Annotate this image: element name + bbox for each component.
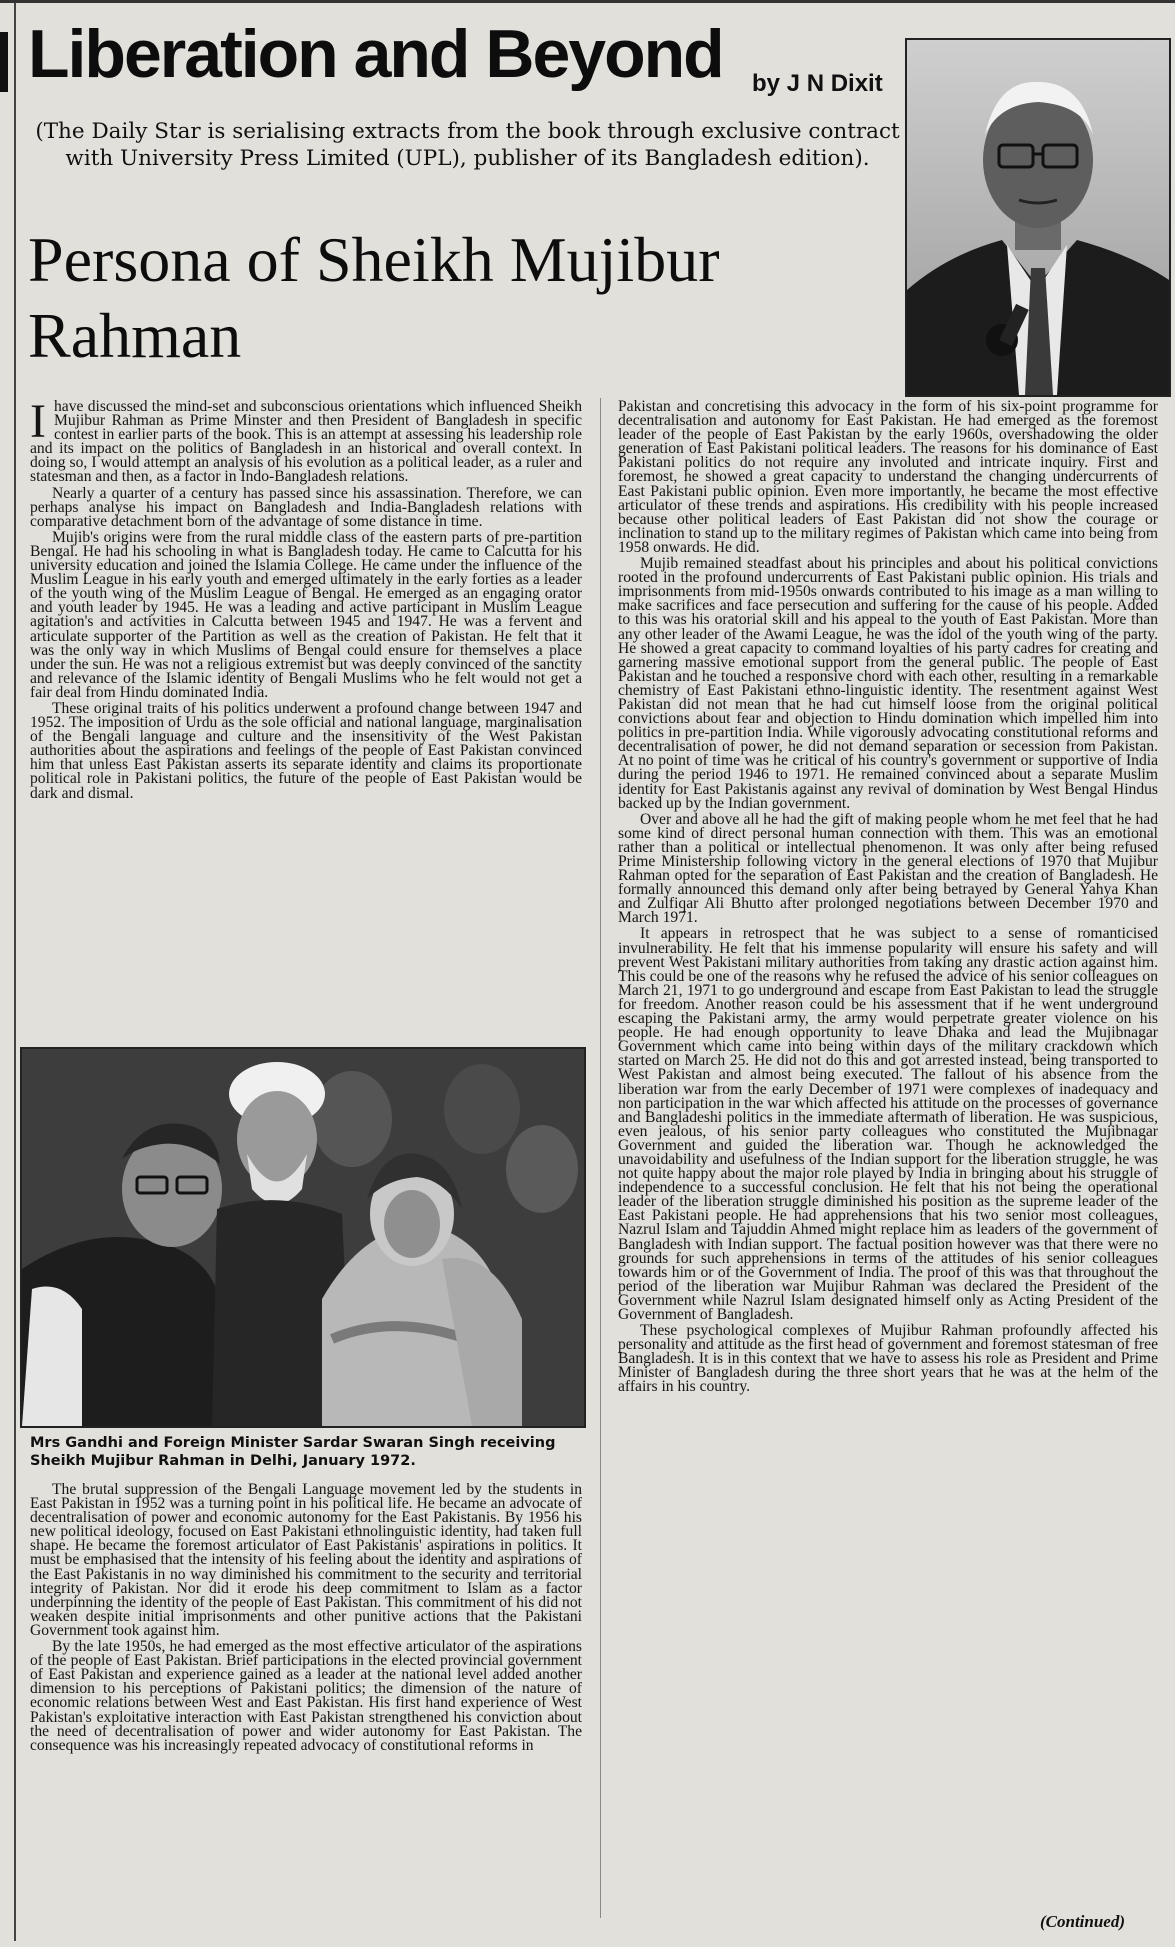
edge-mark: [0, 32, 8, 92]
paragraph-9: Over and above all he had the gift of making people whom he met feel that he had some kind of direct personal human connection with them. This was an emotional rather than a political or intellectual phenomenon. It was only after being refused Prime Ministership following victory in the general elections of 1970 that Mujibur Rahman opted for the separation of East Pakistan and the creation of Bangladesh. He formally announced this demand only after being betrayed by General Yahya Khan and Zulfiqar Ali Bhutto after prolonged negotiations between December 1970 and March 1971.: [618, 810, 1158, 927]
photo-image: [22, 1049, 584, 1426]
paragraph-6: By the late 1950s, he had emerged as the most effective articulator of the aspirations of the people of East Pakistan. Brief participations in the elected provincial government of East Pakistan and experience gained as a leader at the national level added another dimension to his perceptions of Pakistani politics; the dimension of the nature of economic relations between West and East Pakistan. His first hand experience of West Pakistan's exploitative interaction with East Pakistan strengthened his conviction about the need of decentralisation of power and wider autonomy for East Pakistan. The consequence was his increasingly repeated advocacy of constitutional reforms in: [30, 1638, 582, 1754]
paragraph-4: These original traits of his politics underwent a profound change between 1947 and 1952. The imposition of Urdu as the sole official and national language, marginalisation of the Bengali language and culture and the insensitivity of the West Pakistan authorities about the aspirations and feelings of the people of East Pakistan convinced him that unless East Pakistan asserts its separate identity and claims its proportionate political role in Pakistani politics, the future of the people of East Pakistan would be dark and dismal.: [30, 699, 582, 802]
column-divider: [600, 398, 601, 1918]
paragraph-1: [30, 400, 582, 485]
byline: by J N Dixit: [752, 70, 883, 97]
article-column-3: [618, 400, 1158, 1920]
paragraph-8: Mujib remained steadfast about his principles and about his political convictions rooted in the profound undercurrents of East Pakistani public opinion. His trials and imprisonments from mid-1950s onwards contributed to his image as a man willing to make sacrifices and face persecution and suffering for the cause of his people. Added to this was his oratorial skill and his appeal to the youth of East Pakistan. More than any other leader of the Awami League, he was the idol of the youth wing of the party. He showed a great capacity to command loyalties of his party cadres for creating and garnering massive emotional support from the general public. The people of East Pakistan and he touched a responsive chord with each other, resulting in a remarkable chemistry of East Pakistani ethno-linguistic identity. The resentment against West Pakistan did not mean that he had cut himself loose from the original political convictions about fear and objection to Hindu domination which impelled him into politics in pre-partition India. While vigorously advocating constitutional reforms and decentralisation of power, he did not demand separation or secession from Pakistan. At no point of time was he critical of his country's government or supportive of India during the period 1946 to 1971. He remained convinced about a separate Muslim identity for East Pakistanis against any revival of domination by West Bengal Hindus backed up by the Indian government.: [618, 555, 1158, 812]
paragraph-7: Pakistan and concretising this advocacy in the form of his six-point programme for decentralisation and autonomy for East Pakistan. He had emerged as the foremost leader of the people of East Pakistan by the early 1960s, overshadowing the older generation of East Pakistani political leaders. The reasons for his dominance of East Pakistani politics do not require any involuted and intricate inquiry. First and foremost, he showed a great capacity to understand the changing undercurrents of East Pakistani public opinion. Even more importantly, he became the most effective articulator of these trends and aspirations. His credibility with his people increased because other political leaders of East Pakistan did not show the courage or inclination to stand up to the military regimes of Pakistan which came into being from 1958 onwards. He did.: [618, 400, 1158, 556]
continued-label: (Continued): [1040, 1912, 1126, 1931]
author-portrait: [905, 38, 1171, 397]
paragraph-10: It appears in retrospect that he was subject to a sense of romanticised invulnerability. He felt that his immense popularity will ensure his safety and will prevent West Pakistani military authorities from taking any drastic action against him. This could be one of the reasons why he refused the advice of his senior colleagues on March 21, 1971 to go underground and escape from East Pakistan to lead the struggle for freedom. Another reason could be his assessment that if he went underground escaping the Pakistani army, the army would perpetrate greater violence on his people. He had enough opportunity to leave Dhaka and lead the Mujibnagar Government which came into being within days of the military crackdown which started on March 25. He did not do this and got arrested instead, being transported to West Pakistan and almost being executed. The fallout of his absence from the liberation war from the early December of 1971 were complexes of inadequacy and non participation in the war which affected his attitude on the processes of governance and Bangladeshi politics in the immediate aftermath of liberation. He was suspicious, even jealous, of his senior party colleagues who constituted the Mujibnagar Government and guided the liberation war. Though he acknowledged the unavoidability and usefulness of the Indian support for the liberation struggle, he was not quite happy about the major role played by India in bringing about his struggle of independence to a successful conclusion. He felt that his not being the operational leader of the liberation struggle diminished his position as the supreme leader of the East Pakistani people. He had apprehensions that his two senior most colleagues, Nazrul Islam and Tajuddin Ahmed might replace him as leaders of the government of Bangladesh with Indian support. The factual position however was that there were no grounds for such apprehensions in terms of the attitudes of his senior colleagues towards him or of the Government of India. The proof of this was that throughout the period of the liberation war Mujibur Rahman was declared the President of the Government while Nazrul Islam designated himself only as Acting President of the Government of Bangladesh.: [618, 925, 1158, 1323]
serial-note: (The Daily Star is serialising extracts from the book through exclusive contract with University Press Limited (UPL), publisher of its Bangladesh edition).: [35, 119, 900, 171]
paragraph-5: The brutal suppression of the Bengali Language movement led by the students in East Pakistan in 1952 was a turning point in his political life. He became an advocate of decentralisation of power and economic autonomy for the East Pakistanis. By 1956 his new political ideology, focused on East Pakistani ethnolinguistic identity, had taken full shape. He became the foremost articulator of East Pakistanis' aspirations in politics. It must be emphasised that the intensity of his feeling about the identity and aspirations of the East Pakistanis in no way diminished his commitment to the security and territorial integrity of Pakistan. Nor did it erode his deep commitment to Islam as a factor underpinning the identity of the people of East Pakistan. This commitment of his did not weaken despite initial imprisonments and other punitive actions that the Pakistani Government took against him.: [30, 1483, 582, 1639]
paragraph-11: These psychological complexes of Mujibur Rahman profoundly affected his personality and attitude as the first head of government and foremost statesman of free Bangladesh. It is in this context that we have to assess his role as President and Prime Minister of Bangladesh during the three short years that he was at the helm of the affairs in his country.: [618, 1322, 1158, 1396]
photo-caption: Mrs Gandhi and Foreign Minister Sardar Swaran Singh receiving Sheikh Mujibur Rahman in Delhi, January 1972.: [30, 1435, 556, 1469]
paragraph-2: Nearly a quarter of a century has passed since his assassination. Therefore, we can perhaps analyse his impact on Bangladesh and India-Bangladesh relations with comparative detachment born of the advantage of some distance in time.: [30, 484, 582, 530]
paragraph-3: Mujib's origins were from the rural middle class of the eastern parts of pre-partition Bengal. He had his schooling in what is Bangladesh today. He came to Calcutta for his university education and joined the Islamia College. He came under the influence of the Muslim League in his early youth and emerged ultimately in the early forties as a leader of the youth wing of the Muslim League of Bengal. He emerged as an engaging orator and youth leader by 1945. He was a leading and active participant in Muslim League agitation's and activities in Calcutta between 1945 and 1947. He was a fervent and articulate supporter of the Partition as well as the creation of Pakistan. He felt that it was the only way in which Muslims of Bengal could ensure for themselves a place under the sun. He was not a religious extremist but was deeply convinced of the sanctity and relevance of the Islamic identity of Bengali Muslims who he felt would not get a fair deal from Hindu dominated India.: [30, 528, 582, 701]
portrait-image: [907, 40, 1169, 395]
article-headline: Persona of Sheikh Mujibur Rahman: [28, 224, 720, 371]
paragraph-1-text: have discussed the mind-set and subconscious orientations which influenced Sheikh Mujibur Rahman as Prime Minster and then President of Bangladesh in specific contest in earlier parts of the book. This is an attempt at assessing his leadership role and its impact on the politics of Bangladesh in an historical and overall context. In doing so, I would attempt an analysis of his evolution as a political leader, as a ruler and statesman and then, as a factor in Indo-Bangladesh relations.: [30, 400, 582, 486]
article-column-2: [30, 1483, 582, 1928]
drop-cap: I: [30, 400, 46, 448]
series-title: Liberation and Beyond: [28, 16, 723, 92]
article-column-1: [30, 400, 582, 1028]
news-photo: [20, 1047, 586, 1428]
